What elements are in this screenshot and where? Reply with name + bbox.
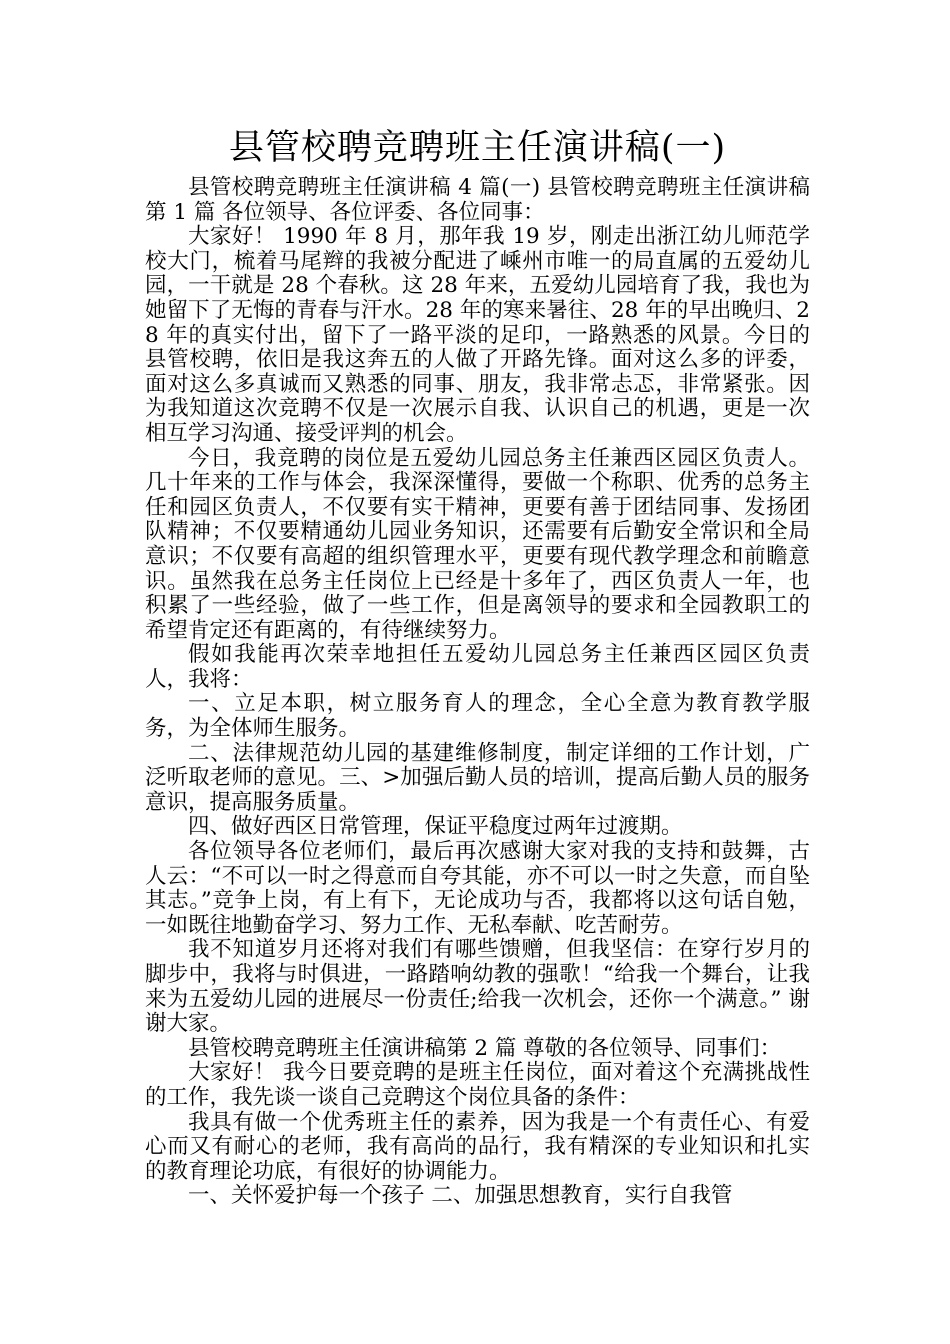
paragraph-greeting: 大家好！ 1990 年 8 月，那年我 19 岁，刚走出浙江幼儿师范学校大门，梳着马尾辫的我被分配进了嵊州市唯一的局直属的五爱幼儿园，一干就是 28 个春秋。这 28 年来，五爱幼儿园培育了我，我也为她留下了无悔的青春与汗水。28 年的寒来暑往、28 年的早出晚归、28 年的真实付出，留下了一路平淡的足印，一路熟悉的风景。今日的县管校聘，依旧是我这奔五的人做了开路先锋。面对这么多的评委，面对这么多真诚而又熟悉的同事、朋友，我非常忐忑，非常紧张。因为我知道这次竞聘不仅是一次展示自我、认识自己的机遇，更是一次相互学习沟通、接受评判的机会。 [145,224,810,446]
paragraph-plan-4: 四、做好西区日常管理，保证平稳度过两年过渡期。 [188,814,683,840]
paragraph-plan-intro: 假如我能再次荣幸地担任五爱幼儿园总务主任兼西区园区负责人，我将： [145,642,810,692]
paragraph-speech-2-heading: 县管校聘竞聘班主任演讲稿第 2 篇 尊敬的各位领导、同事们： [188,1035,782,1061]
paragraph-plan-1: 一、立足本职，树立服务育人的理念，全心全意为教育教学服务，为全体师生服务。 [145,691,810,742]
paragraph-intro: 县管校聘竞聘班主任演讲稿 4 篇(一) 县管校聘竞聘班主任演讲稿第 1 篇 各位领导、各位评委、各位同事： [145,175,810,225]
paragraph-thanks: 各位领导各位老师们，最后再次感谢大家对我的支持和鼓舞，古人云：“不可以一时之得意而自夸其能，亦不可以一时之失意，而自坠其志。”竞争上岗，有上有下，无论成功与否，我都将以这句话自勉，一如既往地勤奋学习、努力工作、无私奉献、吃苦耐劳。 [145,839,810,938]
paragraph-closing: 我不知道岁月还将对我们有哪些馈赠，但我坚信：在穿行岁月的脚步中，我将与时俱进，一路踏响幼教的强歌！“给我一个舞台，让我来为五爱幼儿园的进展尽一份责任;给我一次机会，还你一个满意。” 谢谢大家。 [145,937,810,1037]
document-body [145,120,810,1209]
paragraph-position: 今日，我竞聘的岗位是五爱幼儿园总务主任兼西区园区负责人。几十年来的工作与体会，我深深懂得，要做一个称职、优秀的总务主任和园区负责人，不仅要有实干精神，更要有善于团结同事、发扬团队精神；不仅要精通幼儿园业务知识，还需要有后勤安全常识和全局意识；不仅要有高超的组织管理水平，更要有现代教学理念和前瞻意识。虽然我在总务主任岗位上已经是十多年了，西区负责人一年，也积累了一些经验，做了一些工作，但是离领导的要求和全园教职工的希望肯定还有距离的，有待继续努力。 [145,445,810,643]
paragraph-speech-2-qualities: 我具有做一个优秀班主任的素养，因为我是一个有责任心、有爱心而又有耐心的老师，我有高尚的品行，我有精深的专业知识和扎实的教育理论功底，有很好的协调能力。 [145,1109,810,1184]
document-title: 县管校聘竞聘班主任演讲稿(一) [228,128,727,168]
paragraph-speech-2-points: 一、关怀爱护每一个孩子 二、加强思想教育，实行自我管 [188,1183,733,1209]
paragraph-speech-2-greeting: 大家好！ 我今日要竞聘的是班主任岗位，面对着这个充满挑战性的工作，我先谈一谈自己竞聘这个岗位具备的条件： [145,1060,810,1110]
paragraph-plan-2-3: 二、法律规范幼儿园的基建维修制度，制定详细的工作计划，广泛听取老师的意见。三、>加强后勤人员的培训，提高后勤人员的服务意识，提高服务质量。 [145,740,810,815]
